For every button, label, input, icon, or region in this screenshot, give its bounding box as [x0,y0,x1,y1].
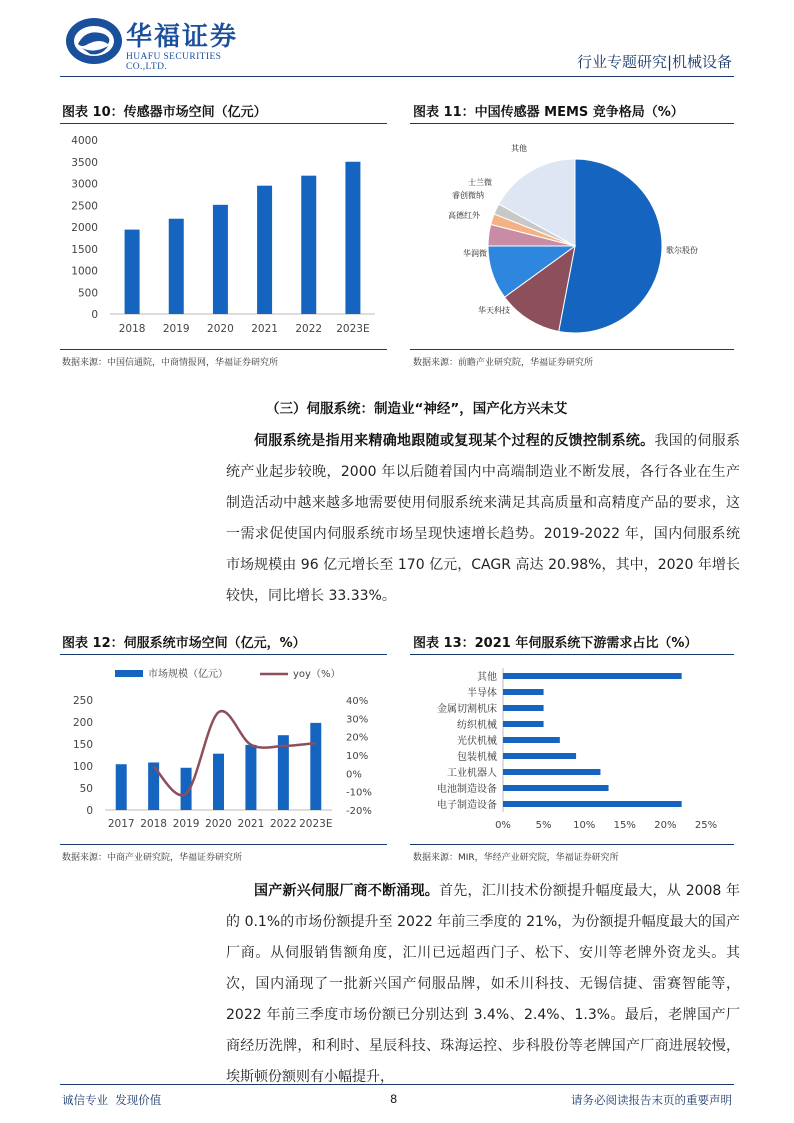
x-tick-label: 2022 [295,323,323,335]
y2-tick-label: -20% [346,806,372,817]
fig12-title-rule [60,654,387,655]
y-tick-label: 3500 [71,156,98,169]
fig10-source-rule [60,349,387,350]
y2-tick-label: 40% [346,696,369,707]
x-tick-label: 2019 [162,323,190,335]
legend-label: yoy（%） [293,669,341,680]
y-tick-label: 4000 [71,135,98,147]
y-tick-label: 电子制造设备 [437,800,497,811]
bar [301,176,316,314]
paragraph-lead: 伺服系统是指用来精确地跟随或复现某个过程的反馈控制系统。 [254,433,655,449]
fig12-source: 数据来源：中商产业研究院，华福证券研究所 [62,853,243,863]
fig11-title-rule [410,123,734,124]
y-tick-label: 纺织机械 [457,720,497,731]
y-tick-label: 100 [72,761,93,773]
x-tick-label: 0% [495,820,511,831]
y-tick-label: 2000 [71,222,98,234]
fig13-title-rule [410,654,734,655]
bar [503,689,544,695]
bar [257,186,272,314]
y-tick-label: 工业机器人 [447,768,497,779]
bar [503,673,682,679]
paragraph-body: 首先，汇川技术份额提升幅度最大，从 2008 年的 0.1%的市场份额提升至 2022 年前三季度的 21%，为份额提升幅度最大的国产厂商。从伺服销售额角度，汇川已远超西门子、松下、安川等老牌外资龙头。其次，国内涌现了一批新兴国产伺服品牌，如禾川科技、无锡信捷、雷赛智能等，2022 年前三季度市场份额已分别达到 3.4%、2.4%、1.3%。最后，老牌国产厂商经历洗牌，和利时、星辰科技、珠海运控、步科股份等老牌国产厂商进展较慢，埃斯顿份额则有小幅提升， [226,883,741,1085]
bar [116,764,127,810]
section-paragraph [226,426,740,612]
y2-tick-label: 20% [346,732,369,744]
slice-label: 歌尔股份 [666,246,698,255]
bar [169,219,184,314]
fig10-title-rule [60,123,387,124]
yoy-line [154,711,316,795]
fig11-source: 数据来源：前瞻产业研究院，华福证券研究所 [413,358,594,368]
x-tick-label: 15% [613,820,636,831]
servo-brands-paragraph [226,876,740,1093]
fig12-chart [60,658,387,838]
slice-label: 睿创微纳 [452,191,484,200]
bar [503,785,609,791]
y-tick-label: 光伏机械 [457,736,497,747]
y2-tick-label: -10% [346,787,372,799]
bar [245,745,256,810]
bar [213,205,228,314]
bar [503,737,560,743]
y-tick-label: 包装机械 [457,752,497,763]
y-tick-label: 电池制造设备 [437,784,497,795]
x-tick-label: 2021 [237,818,265,830]
bar [503,721,544,727]
fig13-source: 数据来源：MIR，华经产业研究院，华福证券研究所 [413,853,619,863]
y-tick-label: 1000 [71,265,98,278]
logo-name: 华福证券 [126,22,239,52]
bar [213,754,224,810]
paragraph-lead: 国产新兴伺服厂商不断涌现。 [254,883,440,899]
y-tick-label: 200 [72,717,93,729]
fig10-source: 数据来源：中国信通院，中商情报网，华福证券研究所 [62,358,279,368]
fig10-chart [60,128,387,343]
bar [345,162,360,314]
x-tick-label: 20% [654,820,677,831]
header-rule [60,76,734,77]
slice-label: 士兰微 [468,178,492,187]
page-number: 8 [390,1092,398,1106]
slice-label: 华天科技 [478,306,510,315]
legend-swatch-bar [115,670,143,677]
footer-disclaimer: 请务必阅读报告末页的重要声明 [571,1093,732,1107]
section-title: （三）伺服系统：制造业“神经”，国产化方兴未艾 [266,401,568,417]
footer-slogan: 诚信专业 发现价值 [62,1093,162,1107]
y2-tick-label: 0% [346,769,362,781]
bar [310,723,321,810]
y-tick-label: 3000 [71,178,98,191]
x-tick-label: 2021 [251,323,278,335]
logo-swirl-icon [64,14,124,68]
fig12-source-rule [60,844,387,845]
fig11-chart [410,128,734,343]
x-tick-label: 2018 [118,323,146,335]
legend-label: 市场规模（亿元） [148,669,228,680]
slice-label: 其他 [511,144,527,153]
y-tick-label: 其他 [477,672,497,683]
fig11-source-rule [410,349,734,350]
x-tick-label: 2018 [140,818,168,830]
y-tick-label: 0 [86,805,93,817]
bar [503,753,576,759]
logo-en-name: HUAFU SECURITIES CO.,LTD. [126,52,222,72]
x-tick-label: 2022 [269,818,297,830]
report-category: 行业专题研究|机械设备 [576,53,732,71]
bar [125,230,140,314]
y-tick-label: 金属切割机床 [437,704,497,715]
x-tick-label: 10% [573,820,596,831]
y-tick-label: 0 [91,309,98,321]
paragraph-body: 我国的伺服系统产业起步较晚，2000 年以后随着国内中高端制造业不断发展，各行各业在生产制造活动中越来越多地需要使用伺服系统来满足其高质量和高精度产品的要求，这一需求促使国内伺服系统市场呈现快速增长趋势。2019-2022 年，国内伺服系统市场规模由 96 亿元增长至 170 亿元，CAGR 高达 20.98%，其中，2020 年增长较快，同比增长 33.33%。 [226,433,740,604]
y-tick-label: 50 [79,783,93,795]
fig11-title: 图表 11：中国传感器 MEMS 竞争格局（%） [413,105,684,120]
fig13-title: 图表 13：2021 年伺服系统下游需求占比（%） [413,636,698,651]
fig12-title: 图表 12：伺服系统市场空间（亿元，%） [62,636,306,651]
x-tick-label: 2020 [205,818,232,830]
x-tick-label: 5% [535,820,552,831]
x-tick-label: 2023E [299,818,333,830]
footer-rule [60,1084,734,1085]
bar [503,705,544,711]
bar [503,769,600,775]
x-tick-label: 2023E [336,323,370,335]
y-tick-label: 250 [72,695,93,707]
company-logo [64,14,264,72]
fig10-title: 图表 10：传感器市场空间（亿元） [62,105,267,120]
fig13-chart [410,658,734,838]
y-tick-label: 2500 [71,200,98,213]
slice-label: 华润微 [463,249,487,258]
y-tick-label: 1500 [71,243,98,256]
x-tick-label: 2020 [207,323,234,335]
y-tick-label: 半导体 [467,688,497,699]
y2-tick-label: 10% [346,751,369,762]
x-tick-label: 2017 [107,818,135,830]
y-tick-label: 150 [72,739,93,751]
x-tick-label: 25% [694,820,718,831]
bar [503,801,682,807]
x-tick-label: 2019 [172,818,200,830]
fig13-source-rule [410,844,734,845]
y-tick-label: 500 [77,287,98,300]
y2-tick-label: 30% [346,714,369,726]
slice-label: 高德红外 [448,211,480,220]
